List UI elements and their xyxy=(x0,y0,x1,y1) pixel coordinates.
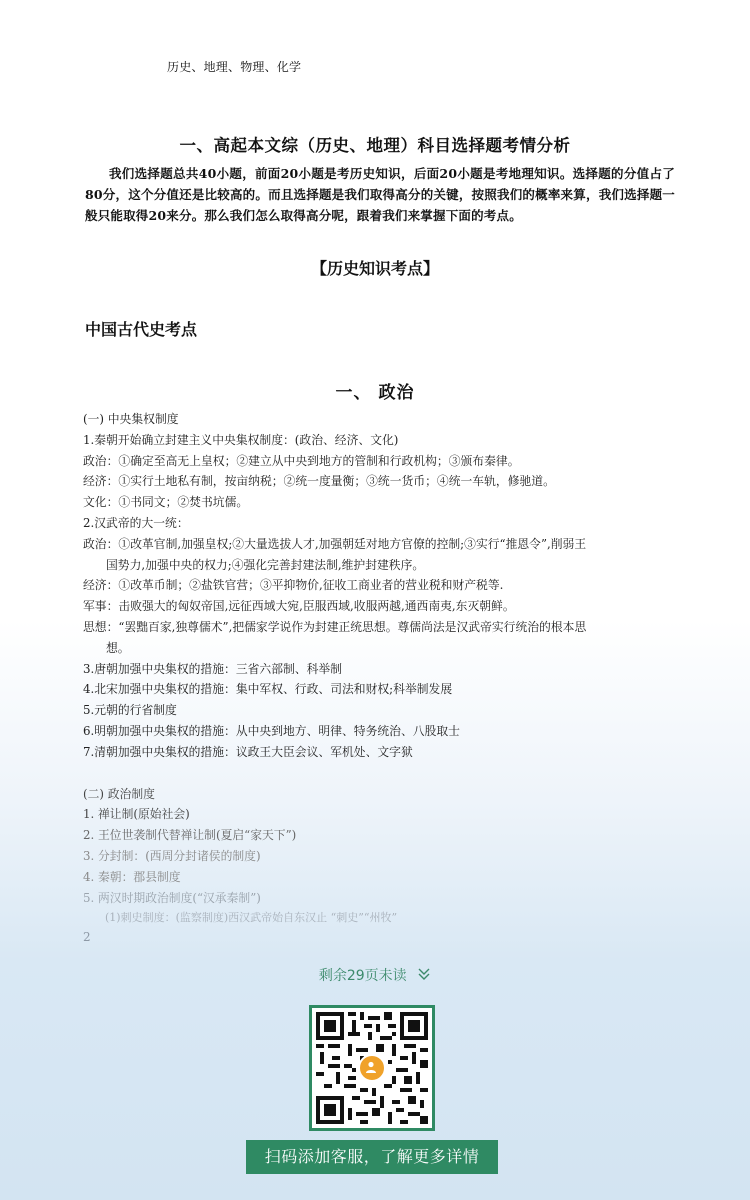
list-item: 1.秦朝开始确立封建主义中央集权制度：(政治、经济、文化) xyxy=(83,432,399,447)
list-item: 经济：①改革币制；②盐铁官营；③平抑物价,征收工商业者的营业税和财产税等. xyxy=(83,578,504,593)
list-item: 7.清朝加强中央集权的措施：议政王大臣会议、军机处、文字狱 xyxy=(83,744,413,759)
list-item: 5. 两汉时期政治制度(“汉承秦制”) xyxy=(83,890,261,905)
ancient-history-heading: 中国古代史考点 xyxy=(85,320,198,339)
history-knowledge-title: 【历史知识考点】 xyxy=(310,259,439,278)
page-header-subjects: 历史、地理、物理、化学 xyxy=(167,60,302,74)
list-item: 4. 秦朝：郡县制度 xyxy=(83,869,181,884)
qr-code xyxy=(309,1005,435,1131)
list-item: 政治：①确定至高无上皇权；②建立从中央到地方的管制和行政机构；③颁布秦律。 xyxy=(83,453,520,468)
read-more-label: 剩余29页未读 xyxy=(318,968,407,984)
list-item: 4.北宋加强中央集权的措施：集中军权、行政、司法和财权;科举制发展 xyxy=(83,682,453,697)
double-chevron-down-icon xyxy=(417,967,431,985)
list-item: 政治：①改革官制,加强皇权;②大量选拔人才,加强朝廷对地方官僚的控制;③实行“推恩令”,削弱王 xyxy=(83,536,587,551)
chapter-title-politics: 一、 政治 xyxy=(335,383,415,403)
list-item: 经济：①实行土地私有制，按亩纳税；②统一度量衡；③统一货币；④统一车轨，修驰道。 xyxy=(83,474,555,489)
list-item: 6.明朝加强中央集权的措施：从中央到地方、明律、特务统治、八股取士 xyxy=(83,723,460,738)
list-item-continuation: 想。 xyxy=(106,640,130,655)
list-item: 思想：“罢黜百家,独尊儒术”,把儒家学说作为封建正统思想。尊儒尚法是汉武帝实行统治的根本思 xyxy=(83,619,587,634)
intro-paragraph: 我们选择题总共40小题，前面20小题是考历史知识，后面20小题是考地理知识。选择题的分值占了80分，这个分值还是比较高的。而且选择题是我们取得高分的关键，按照我们的概率来算，我们选择题一般只能取得20来分。那么我们怎么取得高分呢，跟着我们来掌握下面的考点。 xyxy=(85,166,675,223)
read-more-link[interactable] xyxy=(0,965,750,985)
list-item: 2. 王位世袭制代替禅让制(夏启“家天下”) xyxy=(83,828,297,843)
add-customer-service-button[interactable]: 扫码添加客服，了解更多详情 xyxy=(246,1140,498,1174)
list-item: 1. 禅让制(原始社会) xyxy=(83,807,190,822)
list-item: 3.唐朝加强中央集权的措施：三省六部制、科举制 xyxy=(83,661,342,676)
page-number: 2 xyxy=(83,930,91,944)
list-item: 5.元朝的行省制度 xyxy=(83,703,177,718)
subsection-heading: (二) 政治制度 xyxy=(83,786,155,801)
spacer xyxy=(83,763,683,784)
list-item: 2.汉武帝的大一统： xyxy=(83,515,189,530)
list-item-continuation: 国势力,加强中央的权力;④强化完善封建法制,维护封建秩序。 xyxy=(106,557,425,572)
section-title: 一、高起本文综（历史、地理）科目选择题考情分析 xyxy=(179,136,571,155)
list-item: 军事：击败强大的匈奴帝国,远征西域大宛,臣服西域,收服两越,通西南夷,东灭朝鲜。 xyxy=(83,599,515,614)
list-item: (1)刺史制度：(监察制度)西汉武帝始自东汉止 “刺史”“州牧” xyxy=(105,911,398,925)
document-body xyxy=(83,409,683,929)
list-item: 文化：①书同文；②焚书坑儒。 xyxy=(83,495,249,510)
subsection-heading: (一) 中央集权制度 xyxy=(83,412,179,426)
user-avatar-icon xyxy=(358,1054,386,1082)
list-item: 3. 分封制：(西周分封诸侯的制度) xyxy=(83,848,261,863)
